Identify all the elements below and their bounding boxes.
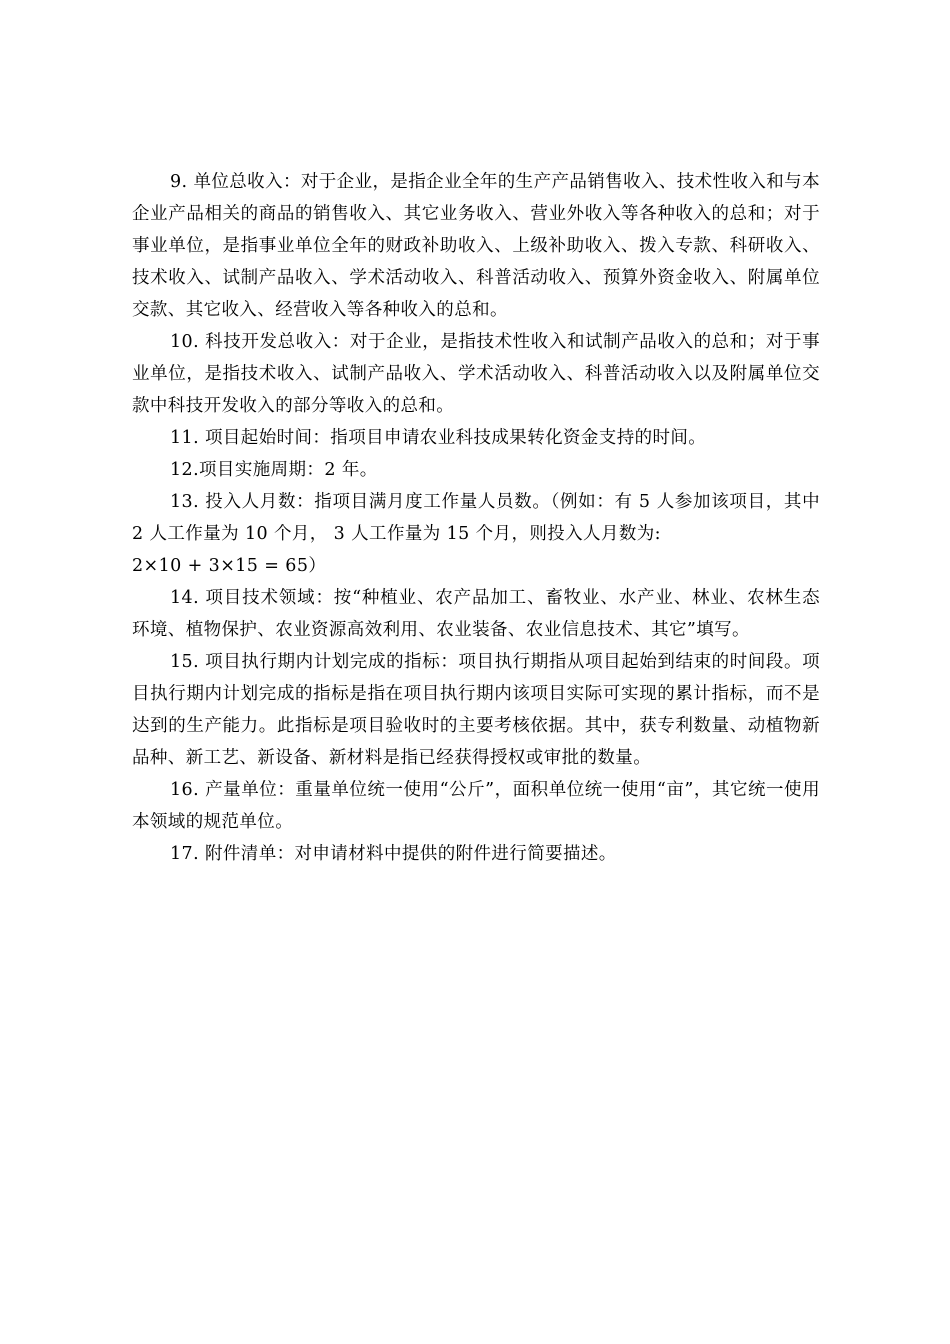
paragraph-17-attachment-list: 17. 附件清单：对申请材料中提供的附件进行简要描述。 [170,844,617,864]
paragraph-14-tech-field: 14. 项目技术领域：按“种植业、农产品加工、畜牧业、水产业、林业、农林生态环境、植物保护、农业资源高效利用、农业装备、农业信息技术、其它”填写。 [132,588,820,640]
paragraph-10-tech-dev-income: 10. 科技开发总收入：对于企业，是指技术性收入和试制产品收入的总和；对于事业单位，是指技术收入、试制产品收入、学术活动收入、科普活动收入以及附属单位交款中科技开发收入的部分等收入的总和。 [132,332,820,416]
paragraph-16-output-unit: 16. 产量单位：重量单位统一使用“公斤”，面积单位统一使用“亩”，其它统一使用本领域的规范单位。 [132,780,820,832]
document-body [132,166,820,870]
paragraph-9-total-income: 9. 单位总收入：对于企业，是指企业全年的生产产品销售收入、技术性收入和与本企业产品相关的商品的销售收入、其它业务收入、营业外收入等各种收入的总和；对于事业单位，是指事业单位全年的财政补助收入、上级补助收入、拨入专款、科研收入、技术收入、试制产品收入、学术活动收入、科普活动收入、预算外资金收入、附属单位交款、其它收入、经营收入等各种收入的总和。 [132,172,820,320]
paragraph-12-implementation-period: 12.项目实施周期：2 年。 [170,460,378,480]
paragraph-13-text: 13. 投入人月数：指项目满月度工作量人员数。（例如：有 5 人参加该项目，其中 2 人工作量为 10 个月， 3 人工作量为 15 个月，则投入人月数为: [132,492,820,544]
paragraph-11-start-time: 11. 项目起始时间：指项目申请农业科技成果转化资金支持的时间。 [170,428,707,448]
paragraph-13-formula: 2×10 + 3×15 = 65） [132,556,327,576]
paragraph-13-person-months [132,486,820,550]
paragraph-15-planned-indicators: 15. 项目执行期内计划完成的指标：项目执行期指从项目起始到结束的时间段。项目执行期内计划完成的指标是指在项目执行期内该项目实际可实现的累计指标，而不是达到的生产能力。此指标是项目验收时的主要考核依据。其中，获专利数量、动植物新品种、新工艺、新设备、新材料是指已经获得授权或审批的数量。 [132,652,820,768]
